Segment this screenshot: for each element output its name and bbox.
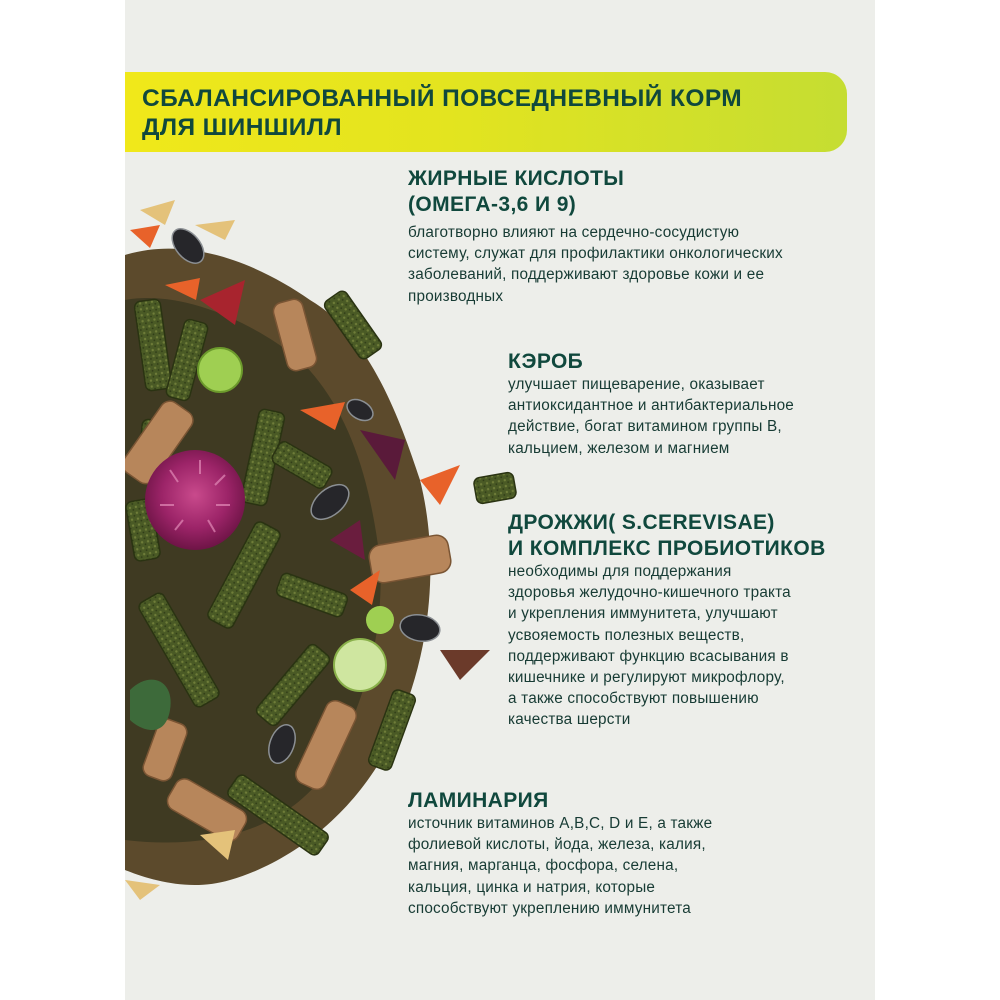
fatty-acids-description [408,222,783,307]
heading-line: КЭРОБ [508,350,584,373]
page-title [142,84,832,142]
text-line: поддерживают функцию всасывания в [508,647,789,665]
text-line: качества шерсти [508,711,631,729]
text-line: источник витаминов А,В,С, D и Е, а также [408,815,713,832]
title-line-1: СБАЛАНСИРОВАННЫЙ ПОВСЕДНЕВНЫЙ КОРМ [142,85,743,112]
text-line: кальцием, железом и магнием [508,439,730,457]
text-line: производных [408,287,504,305]
flower-icon [145,450,245,550]
text-line: а также способствуют повышению [508,690,759,708]
text-line: улучшает пищеварение, оказывает [508,376,765,393]
yeast-probiotics-heading [508,510,826,562]
kelp-heading [408,788,549,814]
carob-description [508,374,794,459]
text-line: действие, богат витамином группы В, [508,418,782,436]
text-line: здоровья желудочно-кишечного тракта [508,584,791,602]
text-line: способствуют укреплению иммунитета [408,899,691,917]
text-line: фолиевой кислоты, йода, железа, калия, [408,836,706,854]
text-line: заболеваний, поддерживают здоровье кожи и ее [408,266,765,284]
heading-line: ЖИРНЫЕ КИСЛОТЫ [408,167,625,190]
fatty-acids-heading [408,166,624,218]
text-line: кальция, цинка и натрия, которые [408,878,656,896]
text-line: магния, марганца, фосфора, селена, [408,857,679,875]
text-line: необходимы для поддержания [508,563,732,580]
heading-line: ДРОЖЖИ( S.CEREVISAE) [508,511,775,534]
yeast-probiotics-description [508,561,791,731]
heading-line: И КОМПЛЕКС ПРОБИОТИКОВ [508,537,826,560]
text-line: усвояемость полезных веществ, [508,626,745,644]
heading-line: ЛАМИНАРИЯ [408,789,549,812]
carob-heading [508,349,583,375]
kelp-description [408,813,712,919]
text-line: благотворно влияют на сердечно-сосудистую [408,224,740,241]
text-line: антиоксидантное и антибактериальное [508,397,795,415]
text-line: кишечнике и регулируют микрофлору, [508,669,785,687]
text-line: и укрепления иммунитета, улучшают [508,605,778,623]
heading-line: (ОМЕГА-3,6 И 9) [408,193,577,216]
text-line: систему, служат для профилактики онкологических [408,245,783,263]
title-line-2: ДЛЯ ШИНШИЛЛ [142,114,342,141]
